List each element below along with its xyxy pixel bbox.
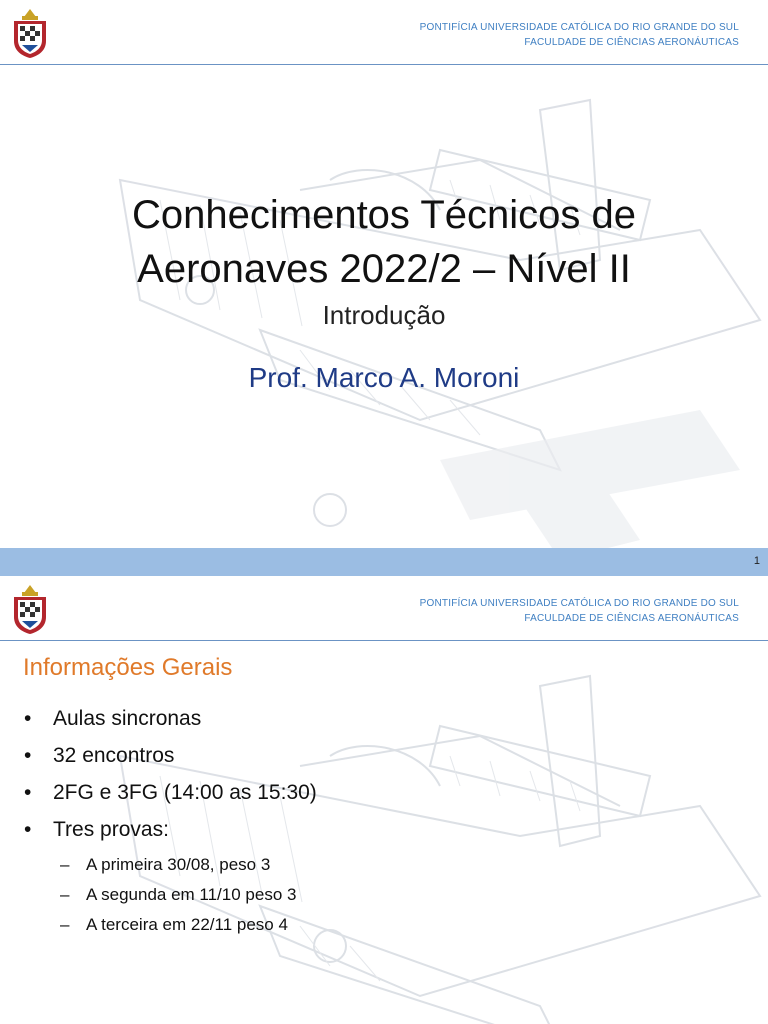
header-divider xyxy=(0,64,768,65)
slide-title xyxy=(0,188,768,296)
footer-bar xyxy=(0,548,768,576)
list-item: • Aulas sincronas xyxy=(24,707,202,730)
list-item: – A terceira em 22/11 peso 4 xyxy=(60,915,288,934)
institution-name: PONTIFÍCIA UNIVERSIDADE CATÓLICA DO RIO GRANDE DO SUL xyxy=(419,22,739,33)
institution-header xyxy=(420,20,739,50)
faculty-name: FACULDADE DE CIÊNCIAS AERONÁUTICAS xyxy=(524,613,739,624)
sub-bullet-list xyxy=(60,852,296,942)
section-title: Informações Gerais xyxy=(23,654,233,681)
title-line-2: Aeronaves 2022/2 – Nível II xyxy=(137,247,631,291)
page-number: 1 xyxy=(753,555,760,567)
title-line-1: Conhecimentos Técnicos de xyxy=(132,193,636,237)
bullet-list xyxy=(24,704,317,852)
slide-subtitle: Introdução xyxy=(322,300,446,330)
list-item: • Tres provas: xyxy=(24,818,169,841)
list-item: – A segunda em 11/10 peso 3 xyxy=(60,885,297,904)
slide-2 xyxy=(0,576,768,1024)
institution-name: PONTIFÍCIA UNIVERSIDADE CATÓLICA DO RIO GRANDE DO SUL xyxy=(419,598,739,609)
institution-header xyxy=(420,596,739,626)
list-item: • 32 encontros xyxy=(24,744,175,767)
list-item: • 2FG e 3FG (14:00 as 15:30) xyxy=(24,781,317,804)
header-divider xyxy=(0,640,768,641)
faculty-name: FACULDADE DE CIÊNCIAS AERONÁUTICAS xyxy=(524,37,739,48)
university-crest-icon xyxy=(10,583,50,635)
list-item: – A primeira 30/08, peso 3 xyxy=(60,855,271,874)
author-name: Prof. Marco A. Moroni xyxy=(248,362,520,393)
university-crest-icon xyxy=(10,7,50,59)
